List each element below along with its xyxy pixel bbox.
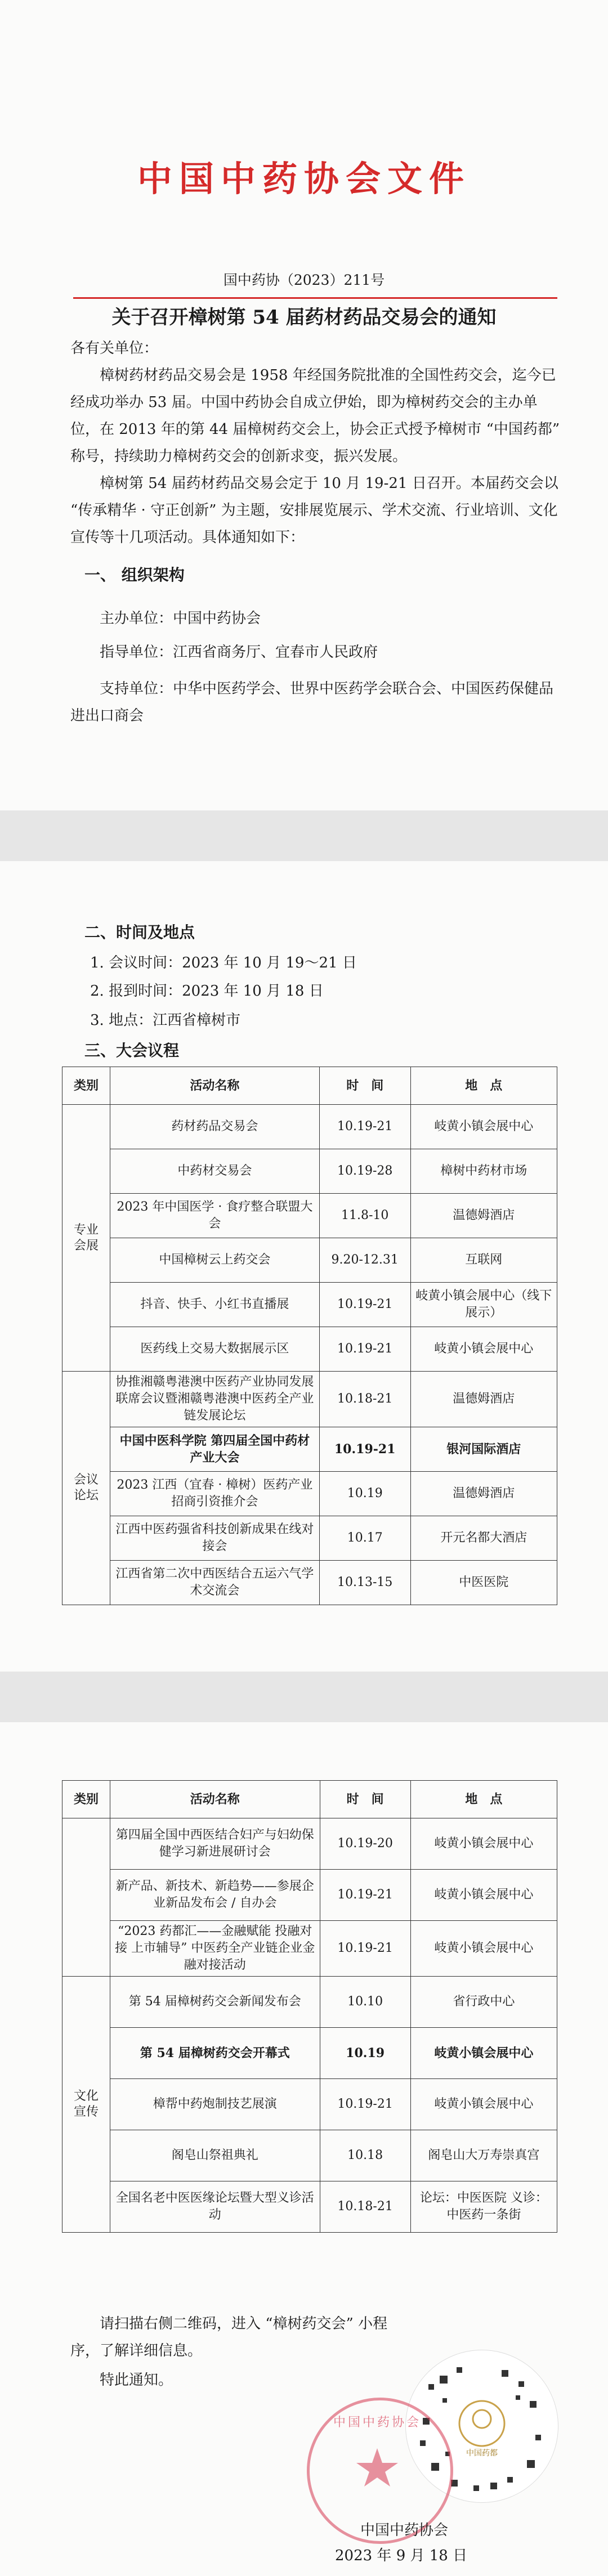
place-cell: 温德姆酒店 [410, 1194, 557, 1238]
activity-name-cell: 第四届全国中西医结合妇产与妇幼保健学习新进展研讨会 [110, 1818, 320, 1870]
table-header-cell: 活动名称 [110, 1781, 320, 1818]
header-divider [73, 297, 557, 299]
time-cell: 10.10 [320, 1977, 410, 2028]
place-cell: 樟树中药材市场 [410, 1149, 557, 1194]
place-cell: 岐黄小镇会展中心 [410, 1327, 557, 1372]
time-cell: 10.13-15 [319, 1561, 410, 1605]
time-cell: 10.19-21 [320, 1870, 410, 1921]
table-row [62, 2130, 557, 2181]
activity-name-cell: 江西省第二次中西医结合五运六气学术交流会 [110, 1561, 320, 1605]
table-row [62, 1818, 557, 1870]
table-header-cell: 活动名称 [110, 1067, 320, 1105]
category-cell: 文化宣传 [62, 1977, 110, 2233]
table-row [62, 2028, 557, 2079]
location: 3. 地点：江西省樟树市 [90, 1012, 241, 1029]
table-row [62, 1238, 557, 1283]
document-page-2 [0, 861, 608, 1672]
place-cell: 中医医院 [410, 1561, 557, 1605]
agenda-table-1 [62, 1067, 557, 1605]
category-cell: 会议论坛 [62, 1372, 110, 1605]
table-row [62, 1921, 557, 1977]
paragraph-2: 樟树第 54 届药材药品交易会定于 10 月 19-21 日召开。本届药交会以 “传承精华 · 守正创新” 为主题，安排展览展示、学术交流、行业培训、文化宣传等十几项活动。具体通知如下： [70, 475, 558, 546]
place-cell: 开元名都大酒店 [410, 1516, 557, 1561]
document-header-title: 中国中药协会文件 [137, 158, 471, 199]
org-support: 支持单位：中华中医药学会、世界中医药学会联合会、中国医药保健品进出口商会 [70, 680, 554, 724]
agenda-table-2 [62, 1780, 557, 2233]
activity-name-cell: 第 54 届樟树药交会开幕式 [110, 2028, 320, 2079]
table-header-cell: 时 间 [320, 1781, 410, 1818]
time-cell: 10.18 [320, 2130, 410, 2181]
time-cell: 10.19-21 [319, 1283, 410, 1327]
place-cell: 银河国际酒店 [410, 1427, 557, 1472]
paragraph-1: 樟树药材药品交易会是 1958 年经国务院批准的全国性药交会，迄今已经成功举办 53 届。中国中药协会自成立伊始，即为樟树药交会的主办单位，在 2013 年的第 44 届樟树药交会上，协会正式授予樟树市 “中国药都” 称号，持续助力樟树药交会的创新求变，振兴发展。 [70, 367, 560, 465]
qr-instruction: 请扫描右侧二维码，进入 “樟树药交会” 小程序，了解详细信息。 [70, 2315, 388, 2359]
activity-name-cell: 中药材交易会 [110, 1149, 320, 1194]
place-cell: 岐黄小镇会展中心 [410, 1105, 557, 1149]
time-cell: 10.19-28 [319, 1149, 410, 1194]
org-guide: 指导单位：江西省商务厅、宜春市人民政府 [100, 644, 378, 661]
time-cell: 10.19-21 [319, 1427, 410, 1472]
table-header-cell: 时 间 [319, 1067, 410, 1105]
category-cell [62, 1818, 110, 1977]
time-cell: 10.18-21 [319, 1372, 410, 1427]
table-row [62, 1105, 557, 1149]
signing-organization: 中国中药协会 [360, 2522, 449, 2539]
place-cell: 论坛：中医医院 义诊：中医药一条街 [410, 2181, 557, 2233]
salutation: 各有关单位： [70, 340, 159, 357]
meeting-time: 1. 会议时间：2023 年 10 月 19～21 日 [90, 955, 357, 971]
table-row [62, 1561, 557, 1605]
table-row [62, 2181, 557, 2233]
table-row [62, 1327, 557, 1372]
document-page-1 [0, 0, 608, 810]
qr-caption: 中国药都 [466, 2449, 498, 2458]
signing-date: 2023 年 9 月 18 日 [335, 2547, 468, 2564]
time-cell: 10.19-21 [319, 1105, 410, 1149]
place-cell: 岐黄小镇会展中心（线下展示） [410, 1283, 557, 1327]
table-row [62, 1149, 557, 1194]
activity-name-cell: 阁皂山祭祖典礼 [110, 2130, 320, 2181]
time-cell: 11.8-10 [319, 1194, 410, 1238]
seal-text: 中国中药协会 [333, 2416, 421, 2430]
category-cell: 专业会展 [62, 1105, 110, 1372]
place-cell: 互联网 [410, 1238, 557, 1283]
table-row [62, 1372, 557, 1427]
activity-name-cell: 药材药品交易会 [110, 1105, 320, 1149]
table-header-cell: 类别 [62, 1781, 110, 1818]
table-row [62, 1472, 557, 1516]
time-cell: 10.19-21 [320, 2079, 410, 2130]
place-cell: 岐黄小镇会展中心 [410, 1921, 557, 1977]
activity-name-cell: 抖音、快手、小红书直播展 [110, 1283, 320, 1327]
activity-name-cell: 新产品、新技术、新趋势——参展企业新品发布会 / 自办会 [110, 1870, 320, 1921]
time-cell: 10.18-21 [320, 2181, 410, 2233]
activity-name-cell: 中国中医科学院 第四届全国中药材产业大会 [110, 1427, 320, 1472]
table-row [62, 1977, 557, 2028]
table-row [62, 1283, 557, 1327]
time-cell: 9.20-12.31 [319, 1238, 410, 1283]
check-in-time: 2. 报到时间：2023 年 10 月 18 日 [90, 983, 324, 1000]
place-cell: 岐黄小镇会展中心 [410, 2028, 557, 2079]
time-cell: 10.19 [319, 1472, 410, 1516]
table-header-cell: 地 点 [410, 1781, 557, 1818]
table-row [62, 1870, 557, 1921]
org-host: 主办单位：中国中药协会 [100, 610, 261, 627]
time-cell: 10.19-20 [320, 1818, 410, 1870]
place-cell: 岐黄小镇会展中心 [410, 2079, 557, 2130]
activity-name-cell: 2023 年中国医学 · 食疗整合联盟大会 [110, 1194, 320, 1238]
place-cell: 岐黄小镇会展中心 [410, 1818, 557, 1870]
activity-name-cell: 江西中医药强省科技创新成果在线对接会 [110, 1516, 320, 1561]
table-row [62, 1516, 557, 1561]
table-row [62, 1194, 557, 1238]
table-header-cell: 类别 [62, 1067, 110, 1105]
activity-name-cell: 第 54 届樟树药交会新闻发布会 [110, 1977, 320, 2028]
table-header-cell: 地 点 [410, 1067, 557, 1105]
activity-name-cell: 中国樟树云上药交会 [110, 1238, 320, 1283]
activity-name-cell: 医药线上交易大数据展示区 [110, 1327, 320, 1372]
table-row [62, 1427, 557, 1472]
activity-name-cell: 全国名老中医医缘论坛暨大型义诊活动 [110, 2181, 320, 2233]
activity-name-cell: 樟帮中药炮制技艺展演 [110, 2079, 320, 2130]
time-cell: 10.19 [320, 2028, 410, 2079]
section-heading-org: 一、 组织架构 [84, 566, 185, 584]
activity-name-cell: 2023 江西（宜春 · 樟树）医药产业招商引资推介会 [110, 1472, 320, 1516]
document-number: 国中药协（2023）211号 [223, 272, 385, 288]
document-page-3 [0, 1722, 608, 2576]
place-cell: 温德姆酒店 [410, 1472, 557, 1516]
section-heading-time: 二、时间及地点 [84, 923, 195, 942]
section-heading-agenda: 三、大会议程 [84, 1041, 180, 1060]
closing-line: 特此通知。 [100, 2372, 173, 2389]
table-row [62, 2079, 557, 2130]
place-cell: 岐黄小镇会展中心 [410, 1870, 557, 1921]
place-cell: 温德姆酒店 [410, 1372, 557, 1427]
activity-name-cell: 协推湘赣粤港澳中医药产业协同发展联席会议暨湘赣粤港澳中医药全产业链发展论坛 [110, 1372, 320, 1427]
time-cell: 10.19-21 [319, 1327, 410, 1372]
place-cell: 省行政中心 [410, 1977, 557, 2028]
time-cell: 10.17 [319, 1516, 410, 1561]
activity-name-cell: “2023 药都汇——金融赋能 投融对接 上市辅导” 中医药全产业链企业金融对接活动 [110, 1921, 320, 1977]
notice-title: 关于召开樟树第 54 届药材药品交易会的通知 [111, 306, 497, 329]
place-cell: 阁皂山大万寿崇真宫 [410, 2130, 557, 2181]
time-cell: 10.19-21 [320, 1921, 410, 1977]
